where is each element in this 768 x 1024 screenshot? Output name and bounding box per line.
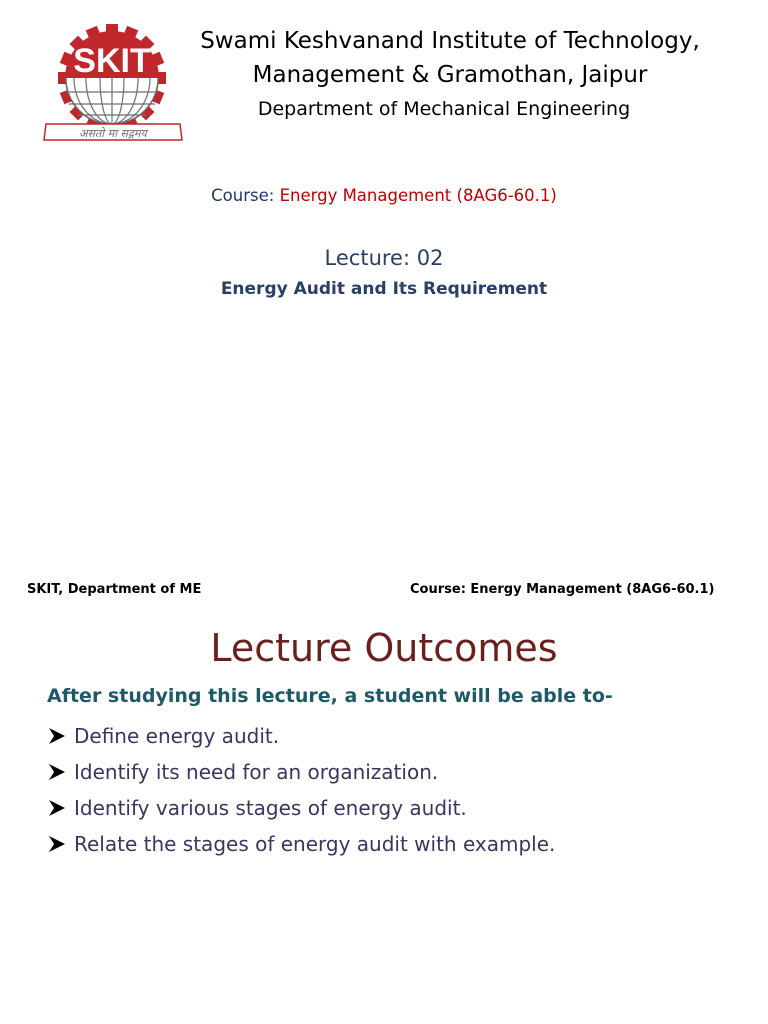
arrow-bullet-icon [47,833,74,855]
outcome-text: Relate the stages of energy audit with example. [74,832,556,856]
list-item [47,826,555,862]
outcomes-intro: After studying this lecture, a student will be able to- [47,685,613,707]
lecture-title: Energy Audit and Its Requirement [220,279,548,299]
logo-wordmark: SKIT [73,42,151,80]
list-item [47,790,555,826]
course-line [0,186,768,205]
outcome-text: Identify its need for an organization. [74,760,439,784]
outcomes-title: Lecture Outcomes [210,626,558,670]
outcome-list [47,718,555,862]
institute-name-line2: Management & Gramothan, Jaipur [252,62,648,88]
list-item [47,718,555,754]
institute-name-line1: Swami Keshvanand Institute of Technology, [200,28,700,54]
department-name: Department of Mechanical Engineering [257,98,631,120]
footer-left: SKIT, Department of ME [27,582,202,597]
list-item [47,754,555,790]
outcome-text: Define energy audit. [74,724,280,748]
lecture-number: Lecture: 02 [324,246,444,270]
arrow-bullet-icon [47,797,74,819]
arrow-bullet-icon [47,761,74,783]
arrow-bullet-icon [47,725,74,747]
course-name: Energy Management (8AG6-60.1) [279,186,557,205]
outcome-text: Identify various stages of energy audit. [74,796,467,820]
footer-right: Course: Energy Management (8AG6-60.1) [410,582,715,597]
logo-motto: असतो मा सद्गमय [79,127,147,140]
course-label: Course: [211,186,275,205]
